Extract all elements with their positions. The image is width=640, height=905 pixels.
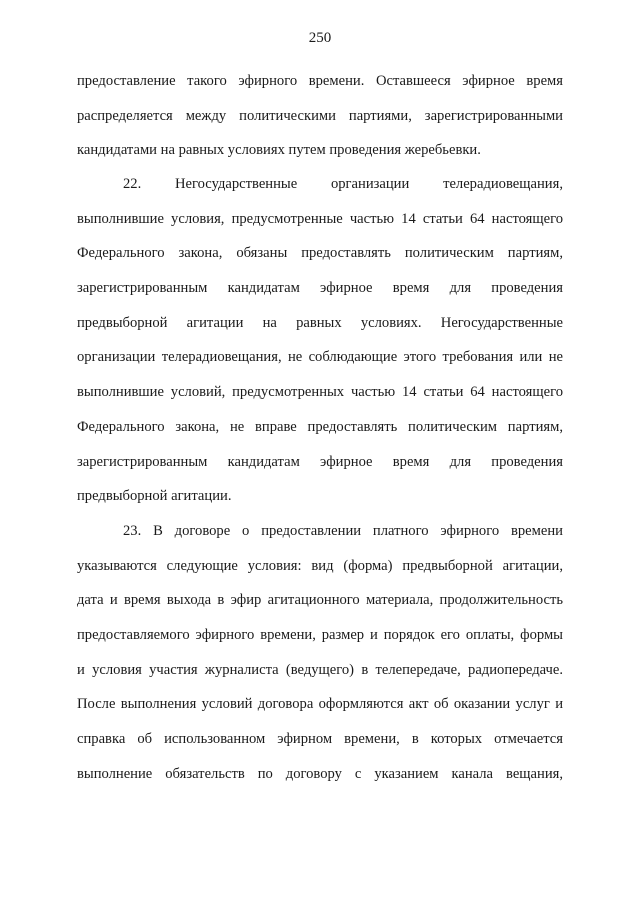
text-line: указываются следующие условия: вид (форма) предвыборной агитации, bbox=[77, 557, 563, 574]
text-line: предоставление такого эфирного времени. Оставшееся эфирное время bbox=[77, 73, 563, 89]
text-line: дата и время выхода в эфир агитационного материала, продолжительность bbox=[77, 592, 563, 609]
text-line: распределяется между политическими партиями, зарегистрированными bbox=[77, 107, 563, 124]
text-line: зарегистрированным кандидатам эфирное время для проведения bbox=[77, 280, 563, 297]
text-line: Федерального закона, обязаны предоставлять политическим партиям, bbox=[77, 245, 563, 262]
text-line: 23. В договоре о предоставлении платного эфирного времени bbox=[123, 523, 563, 539]
paragraph-22-first-line bbox=[77, 167, 563, 202]
paragraph-22 bbox=[77, 167, 563, 514]
paragraph-23 bbox=[77, 514, 563, 792]
text-line: выполнившие условия, предусмотренные частью 14 статьи 64 настоящего bbox=[77, 210, 563, 227]
paragraph-number: 22. bbox=[123, 176, 142, 192]
text-line: выполнившие условий, предусмотренных частью 14 статьи 64 настоящего bbox=[77, 384, 563, 401]
text-line: После выполнения условий договора оформляются акт об оказании услуг и bbox=[77, 696, 563, 713]
text-line: выполнение обязательств по договору с указанием канала вещания, bbox=[77, 765, 563, 782]
page-number: 250 bbox=[308, 30, 332, 46]
text-line: предвыборной агитации на равных условиях. Негосударственные bbox=[77, 314, 563, 331]
paragraph-continuation bbox=[77, 64, 563, 168]
text-line: предоставляемого эфирного времени, размер и порядок его оплаты, формы bbox=[77, 627, 563, 644]
text-line: предвыборной агитации. bbox=[77, 488, 232, 505]
text-word: телерадиовещания, bbox=[443, 176, 563, 192]
text-line: справка об использованном эфирном времени, в которых отмечается bbox=[77, 731, 563, 748]
text-line: кандидатами на равных условиях путем проведения жеребьевки. bbox=[77, 142, 481, 159]
text-line: организации телерадиовещания, не соблюдающие этого требования или не bbox=[77, 349, 563, 366]
text-word: организации bbox=[330, 176, 410, 192]
text-line: Федерального закона, не вправе предоставлять политическим партиям, bbox=[77, 418, 563, 435]
text-line: и условия участия журналиста (ведущего) в телепередаче, радиопередаче. bbox=[77, 661, 563, 678]
text-word: Негосударственные bbox=[175, 176, 298, 192]
text-line: зарегистрированным кандидатам эфирное время для проведения bbox=[77, 453, 563, 470]
